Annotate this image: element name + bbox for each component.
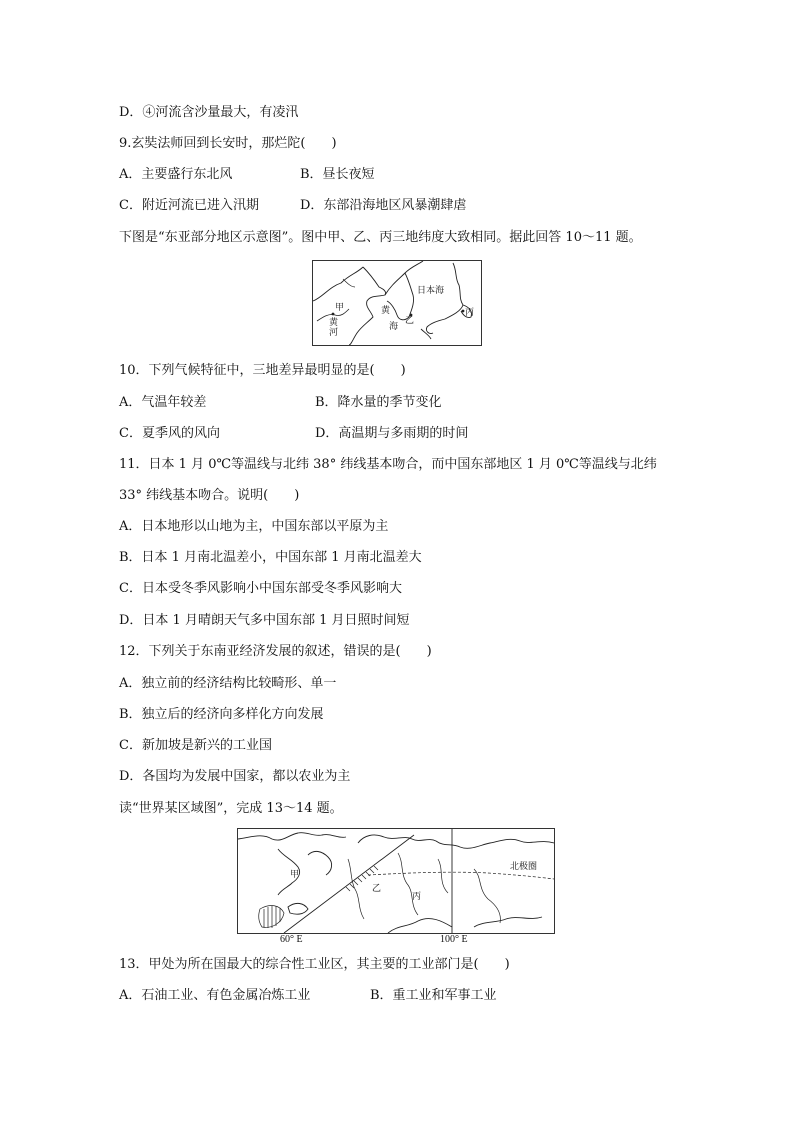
q10-option-b: B．降水量的季节变化	[315, 395, 442, 410]
q12-option-a: A．独立前的经济结构比较畸形、单一	[119, 676, 337, 691]
map1-intro: 下图是“东亚部分地区示意图”。图中甲、乙、丙三地纬度大致相同。据此回答 10～11 题。	[119, 230, 642, 245]
q11-option-b: B．日本 1 月南北温差小，中国东部 1 月南北温差大	[119, 550, 422, 565]
q10-stem: 10．下列气候特征中，三地差异最明显的是( )	[119, 363, 406, 378]
map1-label-huanghe-2: 河	[329, 328, 339, 338]
map2-lon-60e: 60° E	[280, 934, 303, 945]
world-region-map	[237, 828, 555, 934]
q9-option-c: C．附近河流已进入汛期	[119, 198, 259, 213]
q11-option-a: A．日本地形以山地为主，中国东部以平原为主	[119, 519, 389, 534]
map1-label-yi: 乙	[405, 316, 415, 326]
q9-stem: 9.玄奘法师回到长安时，那烂陀( )	[119, 136, 337, 151]
q12-option-c: C．新加坡是新兴的工业国	[119, 738, 272, 753]
map1-label-hai: 海	[389, 322, 399, 332]
map2-label-arctic-circle: 北极圈	[510, 862, 538, 872]
q11-stem-line1: 11．日本 1 月 0℃等温线与北纬 38° 纬线基本吻合，而中国东部地区 1 月 0℃等温线与北纬	[119, 457, 657, 472]
q9-option-b: B．昼长夜短	[300, 167, 375, 182]
map1-label-jia: 甲	[335, 303, 345, 313]
q9-option-a: A．主要盛行东北风	[119, 167, 233, 182]
map1-label-japan-sea: 日本海	[417, 286, 445, 296]
q11-option-c: C．日本受冬季风影响小中国东部受冬季风影响大	[119, 581, 402, 596]
q13-option-a: A．石油工业、有色金属冶炼工业	[119, 988, 311, 1003]
map2-label-bing: 丙	[412, 892, 422, 902]
q10-option-c: C．夏季风的风向	[119, 426, 220, 441]
map1-label-bing: 丙	[465, 308, 475, 318]
map1-label-huanghe-1: 黄	[329, 318, 339, 328]
east-asia-map	[312, 260, 482, 346]
map1-label-huang: 黄	[381, 306, 391, 316]
q12-option-b: B．独立后的经济向多样化方向发展	[119, 707, 324, 722]
map2-label-jia: 甲	[290, 870, 300, 880]
map2-label-yi: 乙	[372, 884, 382, 894]
q10-option-d: D．高温期与多雨期的时间	[315, 426, 469, 441]
q13-stem: 13．甲处为所在国最大的综合性工业区，其主要的工业部门是( )	[119, 957, 510, 972]
q10-option-a: A．气温年较差	[119, 395, 207, 410]
q11-option-d: D．日本 1 月晴朗天气多中国东部 1 月日照时间短	[119, 613, 410, 628]
q11-stem-line2: 33° 纬线基本吻合。说明( )	[119, 488, 300, 503]
map2-lon-100e: 100° E	[440, 934, 468, 945]
q9-option-d: D．东部沿海地区风暴潮肆虐	[300, 198, 467, 213]
q8-option-d: D．④河流含沙量最大，有凌汛	[119, 105, 299, 120]
q13-option-b: B．重工业和军事工业	[370, 988, 497, 1003]
map2-intro: 读“世界某区域图”，完成 13～14 题。	[119, 801, 343, 816]
q12-option-d: D．各国均为发展中国家，都以农业为主	[119, 769, 351, 784]
q12-stem: 12．下列关于东南亚经济发展的叙述，错误的是( )	[119, 644, 432, 659]
